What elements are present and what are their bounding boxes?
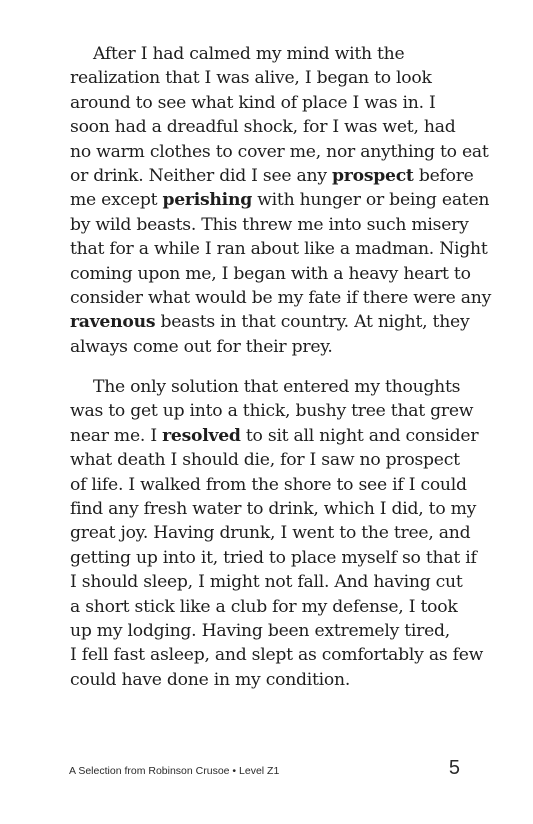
text-run: great joy. Having drunk, I went to the tree, and [70, 523, 471, 544]
text-line [70, 164, 474, 188]
text-line [70, 619, 470, 643]
text-line [70, 237, 488, 261]
vocabulary-word: prospect [332, 165, 414, 186]
text-line [70, 424, 479, 448]
text-run: consider what would be my fate if there were any [70, 287, 492, 308]
text-run: could have done in my condition. [70, 669, 351, 690]
text-run: that for a while I ran about like a madman. Night [70, 239, 488, 260]
vocabulary-word: ravenous [70, 312, 156, 333]
text-run: coming upon me, I began with a heavy heart to [70, 263, 471, 284]
paragraph [70, 375, 484, 692]
text-line [70, 399, 474, 423]
text-line [70, 643, 484, 667]
footer-book-title: A Selection from Robinson Crusoe • Level Z1 [69, 765, 280, 777]
story-text [70, 42, 492, 692]
paragraph [70, 42, 492, 359]
text-run: After I had calmed my mind with the [93, 44, 405, 64]
text-run: or drink. Neither did I see any [70, 165, 333, 186]
text-line [70, 546, 477, 570]
text-line [70, 668, 470, 692]
text-run: always come out for their prey. [70, 336, 333, 357]
text-run: around to see what kind of place I was in. I [70, 92, 436, 113]
text-line [70, 595, 470, 619]
text-run: I should sleep, I might not fall. And having cut [70, 572, 463, 593]
text-line [70, 310, 470, 334]
text-line [70, 188, 490, 212]
text-run: realization that I was alive, I began to look [70, 68, 432, 89]
text-line [70, 473, 470, 497]
text-run: beasts in that country. At night, they [155, 312, 470, 333]
text-line [70, 448, 470, 472]
text-run: to sit all night and consider [240, 425, 479, 446]
vocabulary-word: resolved [162, 425, 241, 446]
text-line [70, 286, 492, 310]
text-line [70, 375, 470, 399]
text-line [70, 42, 470, 66]
text-run: up my lodging. Having been extremely tired, [70, 620, 451, 641]
text-run: find any fresh water to drink, which I did, to my [70, 499, 477, 520]
text-line [70, 213, 470, 237]
text-line [70, 91, 470, 115]
text-run: by wild beasts. This threw me into such misery [70, 214, 469, 235]
text-run: what death I should die, for I saw no prospect [70, 450, 460, 471]
text-run: a short stick like a club for my defense, I took [70, 596, 458, 617]
text-line [70, 66, 470, 90]
text-line [70, 335, 470, 359]
text-line [70, 497, 477, 521]
page-number: 5 [448, 757, 460, 779]
text-run: was to get up into a thick, bushy tree that grew [70, 401, 474, 422]
text-run: with hunger or being eaten [251, 190, 490, 211]
text-run: getting up into it, tried to place myself so that if [70, 547, 477, 568]
text-line [70, 115, 470, 139]
text-run: of life. I walked from the shore to see if I could [70, 474, 467, 495]
text-line [70, 262, 470, 286]
text-run: me except [70, 190, 163, 211]
text-run: soon had a dreadful shock, for I was wet, had [70, 117, 456, 138]
text-line [70, 521, 470, 545]
text-run: no warm clothes to cover me, nor anything to eat [70, 141, 489, 162]
text-line [70, 140, 489, 164]
text-run: The only solution that entered my thoughts [93, 377, 461, 398]
vocabulary-word: perishing [162, 190, 252, 211]
text-run: I fell fast asleep, and slept as comfortably as few [70, 645, 484, 666]
text-run: near me. I [70, 425, 163, 446]
text-run: before [413, 165, 474, 186]
text-line [70, 570, 470, 594]
